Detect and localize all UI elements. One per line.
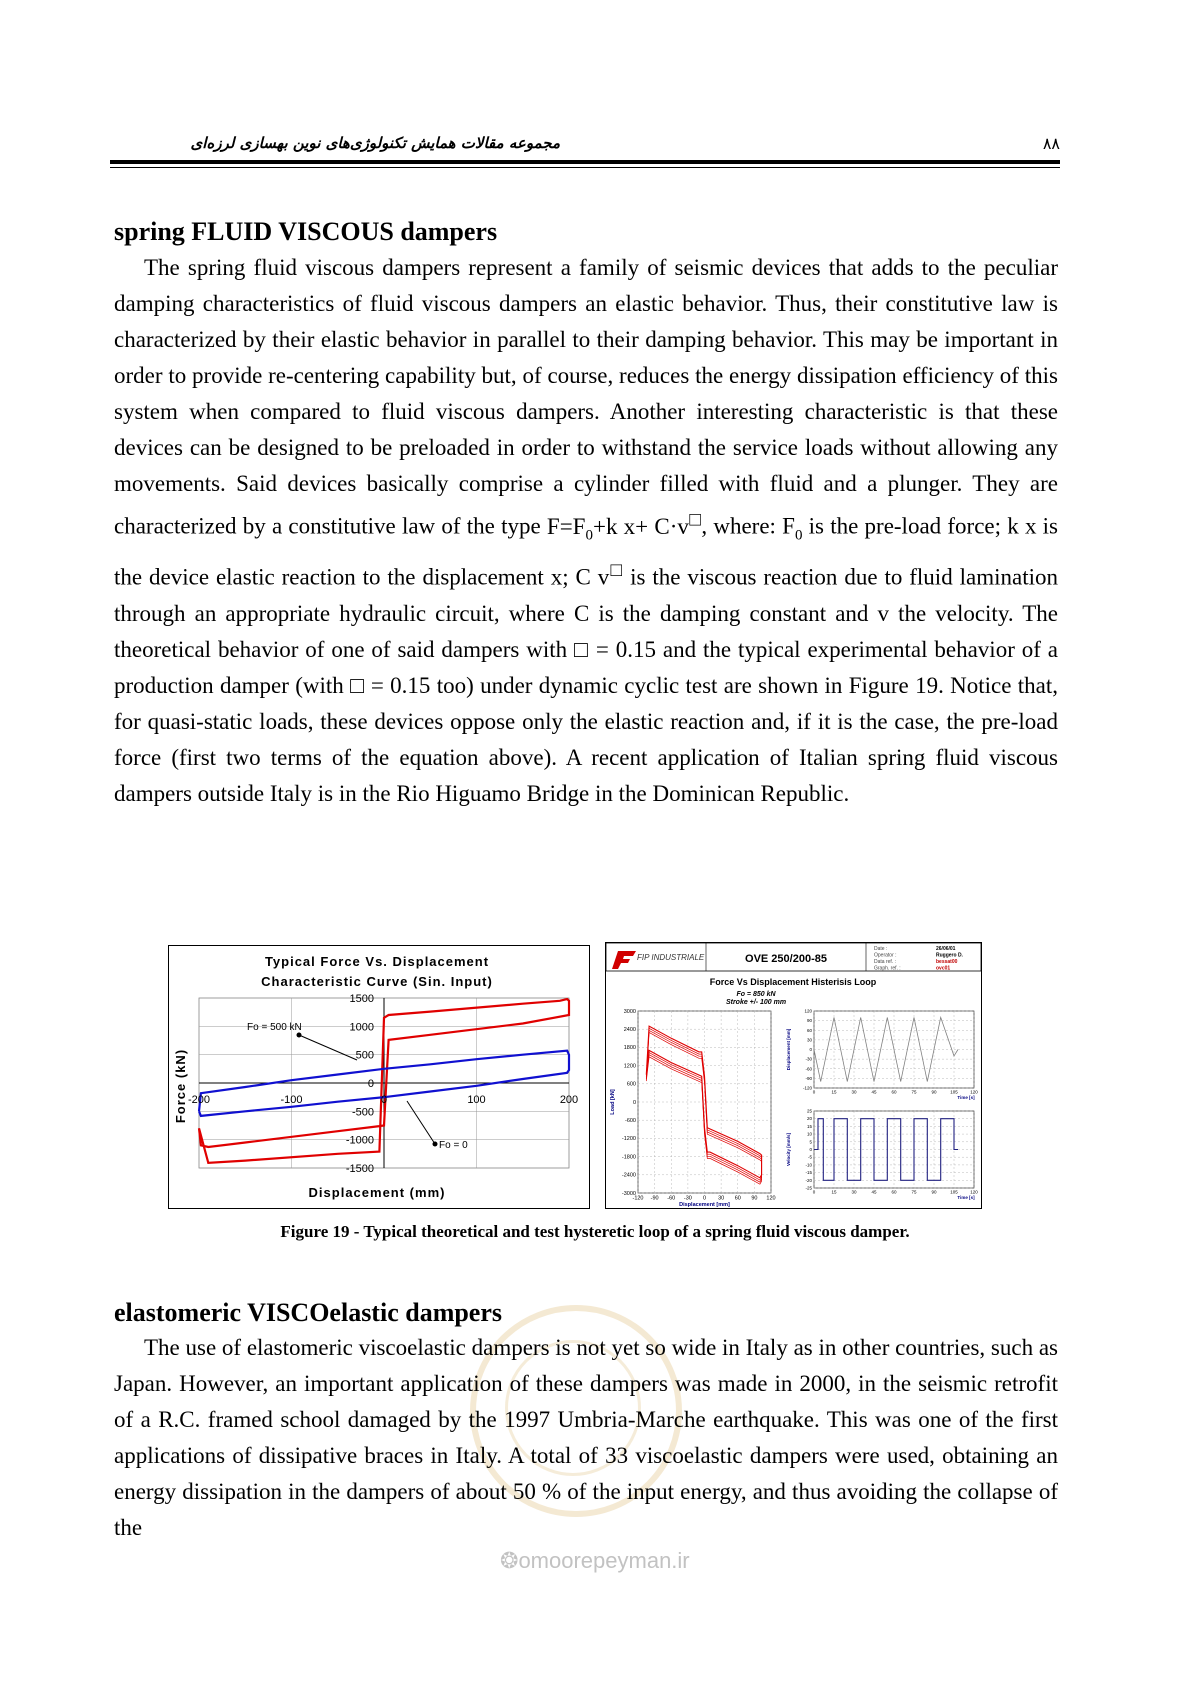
eq-sup: □: [609, 560, 624, 582]
main-y-axis-label: Load [kN]: [610, 1089, 616, 1115]
x-tick-label: -100: [280, 1094, 303, 1106]
figure-right-panel: [605, 942, 982, 1209]
main-x-tick-label: -30: [683, 1195, 692, 1202]
main-y-tick-label: 2400: [623, 1027, 636, 1034]
main-x-tick-label: -90: [650, 1195, 659, 1202]
theoretical-hysteresis-chart: [169, 946, 589, 1208]
page-number: ۸۸: [1042, 134, 1060, 153]
vel-y-tick-label: 5: [809, 1139, 812, 1145]
main-y-tick-label: -2400: [621, 1172, 636, 1179]
text-run: is the pre-load force; k x is the device elastic reaction to the displacement x; C v: [114, 513, 1058, 590]
plot-area: [188, 993, 578, 1175]
eq-part: F=F: [546, 513, 586, 539]
vel-y-tick-label: 0: [809, 1147, 812, 1152]
disp-x-tick-label: 105: [950, 1089, 958, 1095]
vel-y-tick-label: -15: [805, 1170, 812, 1176]
meta-value: 26/06/01: [936, 946, 956, 952]
disp-y-tick-label: 90: [806, 1018, 812, 1024]
vel-x-tick-label: 0: [812, 1189, 816, 1195]
y-tick-label: 0: [367, 1078, 374, 1090]
main-x-tick-label: -120: [632, 1195, 644, 1202]
main-y-tick-label: 1800: [623, 1045, 636, 1052]
main-y-tick-label: -1200: [621, 1136, 636, 1143]
vel-x-tick-label: 45: [871, 1189, 877, 1195]
x-tick-label: 200: [559, 1094, 579, 1106]
disp-x-tick-label: 30: [851, 1089, 857, 1095]
vel-y-axis-label: Velocity [mm/s]: [786, 1132, 791, 1167]
disp-x-tick-label: 75: [911, 1089, 917, 1095]
section-heading-elastomeric: elastomeric VISCOelastic dampers: [114, 1298, 503, 1327]
disp-x-tick-label: 15: [831, 1089, 837, 1095]
y-tick-label: -1500: [345, 1163, 374, 1175]
journal-title: مجموعه مقالات همایش تکنولوژی‌های نوین بهسازی لرزه‌ای: [190, 134, 560, 152]
vel-y-tick-label: -10: [805, 1162, 812, 1168]
vel-y-tick-label: -5: [807, 1154, 812, 1160]
main-y-tick-label: -600: [624, 1118, 636, 1125]
main-y-tick-label: 0: [632, 1099, 636, 1106]
annotation-arrow: [407, 1101, 435, 1144]
brand-name: FIP INDUSTRIALE: [637, 953, 705, 962]
loop-title: Force Vs Displacement Histerisis Loop: [709, 977, 877, 987]
loop-subtitle-fo: Fo = 850 kN: [736, 991, 776, 998]
annotation-arrow: [299, 1035, 357, 1060]
disp-x-axis-label: Time [s]: [957, 1095, 975, 1100]
vel-y-tick-label: 10: [806, 1131, 812, 1137]
eq-part: +k x+ C·v: [592, 513, 689, 539]
main-y-tick-label: 1200: [623, 1063, 636, 1070]
running-header: [110, 128, 1060, 168]
plot-area: [610, 1009, 978, 1209]
figure-caption: Figure 19 - Typical theoretical and test hysteretic loop of a spring fluid viscous damper.: [280, 1222, 910, 1241]
vel-x-tick-label: 105: [950, 1189, 958, 1195]
main-x-tick-label: 60: [734, 1195, 741, 1202]
annotation-fo-500: Fo = 500 kN: [247, 1022, 302, 1033]
disp-x-tick-label: 120: [970, 1089, 978, 1095]
vel-x-tick-label: 120: [970, 1189, 978, 1195]
disp-y-tick-label: -90: [805, 1075, 812, 1081]
meta-value: bessat00: [936, 959, 958, 965]
meta-value: ovc01: [936, 965, 951, 972]
experimental-test-report: [606, 943, 981, 1208]
watermark-icon: ❂: [500, 1548, 519, 1573]
main-x-axis-label: Displacement [mm]: [679, 1202, 730, 1208]
disp-y-tick-label: 0: [809, 1047, 812, 1052]
vel-y-tick-label: 20: [806, 1116, 812, 1122]
eq-sub: 0: [794, 527, 803, 544]
x-axis-label: Displacement (mm): [308, 1185, 446, 1200]
main-x-tick-label: 90: [751, 1195, 758, 1202]
y-tick-label: 500: [355, 1049, 374, 1062]
y-tick-label: 1000: [349, 1021, 374, 1034]
meta-label: Data ref. :: [874, 959, 896, 965]
chart-title-line1: Typical Force Vs. Displacement: [264, 954, 490, 969]
main-y-tick-label: 600: [626, 1081, 636, 1088]
x-tick-label: -200: [187, 1094, 211, 1106]
y-tick-label: -1000: [345, 1134, 374, 1147]
disp-y-tick-label: 120: [804, 1008, 812, 1014]
y-tick-label: -500: [351, 1106, 374, 1119]
watermark-text: omoorepeyman.ir: [518, 1548, 690, 1573]
disp-y-axis-label: Displacement [mm]: [786, 1028, 791, 1071]
annotation-fo-0: Fo = 0: [439, 1140, 468, 1151]
disp-x-tick-label: 60: [891, 1089, 897, 1095]
main-x-tick-label: 0: [702, 1195, 707, 1202]
disp-y-tick-label: -120: [802, 1085, 812, 1091]
x-tick-label: 0: [380, 1094, 388, 1106]
meta-label: Date :: [874, 946, 888, 952]
vel-x-axis-label: Time [s]: [957, 1195, 975, 1200]
disp-y-tick-label: 30: [806, 1037, 812, 1043]
disp-x-tick-label: 90: [931, 1089, 937, 1095]
y-axis-label: Force (kN): [173, 1048, 188, 1124]
vel-x-tick-label: 75: [911, 1189, 917, 1195]
eq-sub: 0: [585, 527, 593, 544]
main-x-tick-label: 120: [766, 1195, 776, 1202]
disp-y-tick-label: 60: [806, 1027, 812, 1033]
disp-y-tick-label: -30: [805, 1056, 812, 1062]
section-paragraph-elastomeric: The use of elastomeric viscoelastic dampers is not yet so wide in Italy as in other countries, such as Japan. However, an important application of these dampers was made in 2000, in the seismic retrofit of a R.C. framed school damaged by the 1997 Umbria-Marche earthquake. This was one of the first applications of dissipative braces in Italy. A total of 33 viscoelastic dampers were used, obtaining an energy dissipation in the dampers of about 50 % of the input energy, and thus avoiding the collapse of the: [114, 1335, 1059, 1540]
text-run: is the viscous reaction due to fluid lamination through an appropriate hydraulic circuit, where C is the damping constant and v the velocity. The theoretical behavior of one of said dampers with □ = 0.15 and the typical experimental behavior of a production damper (with □ = 0.15 too) under dynamic cyclic test are shown in Figure 19. Notice that, for quasi-static loads, these devices oppose only the elastic reaction and, if it is the case, the pre-load force (first two terms of the equation above). A recent application of Italian spring fluid viscous dampers outside Italy is in the Rio Higuamo Bridge in the Dominican Republic.: [114, 564, 1058, 806]
vel-y-tick-label: 15: [806, 1123, 812, 1129]
annotation-dot: [297, 1033, 302, 1038]
main-y-tick-label: -3000: [621, 1190, 636, 1197]
meta-label: Operator :: [874, 952, 897, 959]
vel-x-tick-label: 90: [931, 1189, 937, 1195]
meta-value: Ruggero D.: [936, 952, 963, 959]
figure-left-panel: [168, 945, 590, 1209]
chart-title-line2: Characteristic Curve (Sin. Input): [261, 974, 493, 989]
eq-sup: □: [688, 509, 702, 530]
header-rule-thick: [110, 160, 1060, 164]
disp-x-tick-label: 45: [871, 1089, 877, 1095]
meta-label: Graph. ref. :: [874, 965, 901, 972]
section-heading-spring-fluid: spring FLUID VISCOUS dampers: [114, 217, 498, 246]
y-tick-label: 1500: [349, 993, 374, 1005]
x-tick-label: 100: [467, 1094, 486, 1106]
main-x-tick-label: 30: [718, 1195, 725, 1202]
device-code: OVE 250/200-85: [745, 953, 827, 965]
loop-subtitle-stroke: Stroke +/- 100 mm: [725, 999, 787, 1006]
site-watermark: [500, 1548, 690, 1574]
disp-y-tick-label: -60: [805, 1066, 812, 1072]
main-y-tick-label: 3000: [623, 1008, 636, 1015]
header-rule-thin: [110, 167, 1060, 168]
main-x-tick-label: -60: [667, 1195, 676, 1202]
disp-x-tick-label: 0: [812, 1089, 816, 1095]
main-y-tick-label: -1800: [621, 1154, 636, 1161]
text-run: The spring fluid viscous dampers represent a family of seismic devices that adds to the peculiar damping characteristics of fluid viscous dampers an elastic behavior. Thus, their constitutive law is characterized by their elastic behavior in parallel to their damping behavior. This may be important in order to provide re-centering capability but, of course, reduces the energy dissipation efficiency of this system when compared to fluid viscous dampers. Another interesting characteristic is that these devices can be designed to be preloaded in order to withstand the service loads without allowing any movements. Said devices basically comprise a cylinder filled with fluid and a plunger. They are characterized by a constitutive law of the type: [114, 255, 1058, 539]
vel-x-tick-label: 15: [831, 1189, 837, 1195]
vel-y-tick-label: 25: [806, 1108, 812, 1114]
vel-x-tick-label: 30: [851, 1189, 857, 1195]
section-paragraph-spring-fluid: [114, 250, 1058, 812]
vel-y-tick-label: -20: [805, 1177, 812, 1183]
annotation-dot: [433, 1142, 438, 1147]
text-run: , where: F: [701, 513, 795, 539]
equation: [546, 509, 702, 544]
vel-x-tick-label: 60: [891, 1189, 897, 1195]
vel-y-tick-label: -25: [805, 1185, 812, 1191]
